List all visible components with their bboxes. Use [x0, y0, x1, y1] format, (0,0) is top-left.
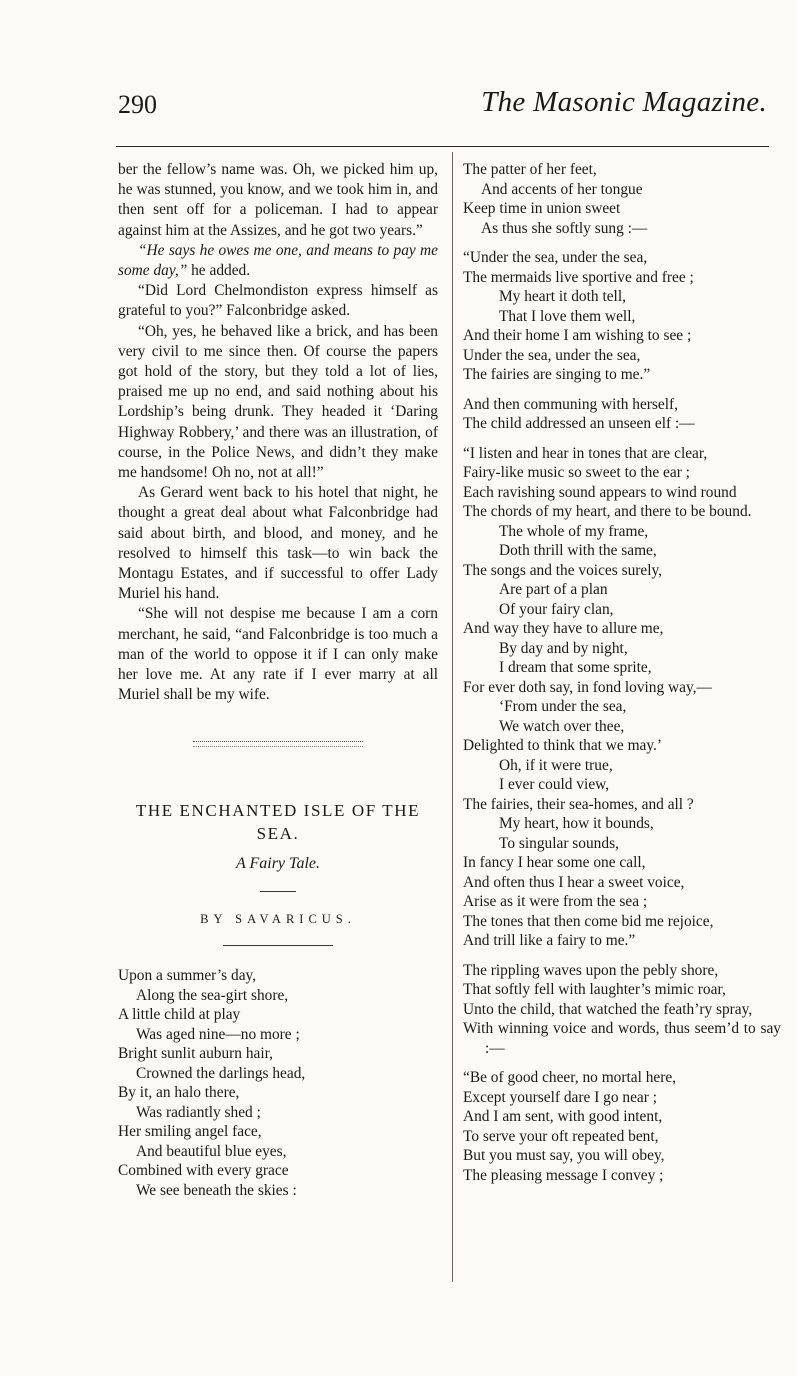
italic-quote: “He says he owes me one, and means to pay me some day,” — [118, 241, 438, 280]
verse-line: Each ravishing sound appears to wind round — [463, 483, 737, 501]
verse-line: Delighted to think that we may.’ — [463, 737, 663, 754]
verse-line: A little child at play — [118, 1006, 241, 1024]
verse-line: And I am sent, with good intent, — [463, 1108, 663, 1125]
verse-line: I dream that some sprite, — [499, 659, 652, 676]
stanza — [463, 248, 781, 385]
verse-line: Her smiling angel face, — [118, 1123, 262, 1141]
verse-line: The rippling waves upon the pebly shore, — [463, 961, 719, 979]
running-title: The Masonic Magazine. — [481, 86, 767, 118]
stanza — [463, 395, 781, 434]
verse-line: Was radiantly shed ; — [136, 1103, 261, 1121]
header-rule — [116, 146, 769, 147]
verse-line: The tones that then come bid me rejoice, — [463, 912, 714, 930]
verse-line: And way they have to allure me, — [463, 620, 664, 637]
verse-line: “I listen and hear in tones that are clear, — [463, 444, 708, 462]
column-divider — [452, 152, 453, 1282]
verse-line: Doth thrill with the same, — [499, 542, 657, 559]
story-prose — [118, 160, 438, 705]
prose-paragraph: ber the fellow’s name was. Oh, we picked him up, he was stunned, you know, and we took him in, and then sent off for a policeman. I had to appear against him at the Assizes, and he got two years.” — [118, 161, 438, 239]
verse-line: That softly fell with laughter’s mimic roar, — [463, 981, 726, 998]
verse-line: Arise as it were from the sea ; — [463, 893, 648, 910]
byline-rule — [223, 945, 333, 946]
verse-line: My heart it doth tell, — [499, 288, 626, 305]
verse-line: We see beneath the skies : — [136, 1181, 297, 1199]
section-ornament — [193, 741, 363, 747]
title-rule — [260, 891, 296, 892]
verse-line: And trill like a fairy to me.” — [463, 932, 636, 949]
verse-line: The fairies are singing to me.” — [463, 366, 651, 383]
poem-subtitle: A Fairy Tale. — [235, 855, 320, 873]
verse-line: “Be of good cheer, no mortal here, — [463, 1069, 677, 1086]
verse-line: Except yourself dare I go near ; — [463, 1088, 658, 1106]
stanza — [463, 1068, 781, 1185]
verse-line: And their home I am wishing to see ; — [463, 327, 692, 344]
poem-verse-right — [463, 160, 781, 1185]
verse-line: Of your fairy clan, — [499, 600, 614, 618]
verse-line: Combined with every grace — [118, 1162, 289, 1180]
left-column — [118, 160, 438, 1210]
verse-line: Keep time in union sweet — [463, 200, 621, 217]
verse-line: For ever doth say, in fond loving way,— — [463, 678, 712, 696]
poem-title: THE ENCHANTED ISLE OF THE SEA. — [135, 801, 421, 844]
verse-line: I ever could view, — [499, 776, 610, 793]
verse-line: “Under the sea, under the sea, — [463, 249, 648, 266]
verse-line: The pleasing message I convey ; — [463, 1166, 664, 1184]
verse-line: And often thus I hear a sweet voice, — [463, 873, 685, 891]
quote-tail: he added. — [187, 262, 251, 280]
poem-verse-left — [118, 966, 438, 1200]
verse-line: Unto the child, that watched the feath’ry spray, — [463, 1000, 753, 1018]
verse-line: My heart, how it bounds, — [499, 815, 654, 832]
prose-paragraph: “Did Lord Chelmondiston express himself as grateful to you?” Falconbridge asked. — [118, 282, 438, 320]
verse-line: Along the sea-girt shore, — [136, 986, 289, 1004]
verse-line: To serve your oft repeated bent, — [463, 1127, 659, 1145]
verse-line: And beautiful blue eyes, — [136, 1142, 287, 1160]
right-column — [463, 160, 781, 1195]
stanza — [463, 961, 781, 1059]
verse-line: The chords of my heart, and there to be bound. — [463, 503, 752, 520]
verse-line: As thus she softly sung :— — [481, 219, 648, 237]
verse-line: And then communing with herself, — [463, 395, 679, 413]
verse-line: ‘From under the sea, — [499, 698, 627, 715]
prose-paragraph: “Oh, yes, he behaved like a brick, and has been very civil to me since then. Of course the papers got hold of the story, but they told a lot of lies, praised me up no end, and said nothing about his Lordship’s being drunk. They headed it ‘Daring Highway Robbery,’ and there was an illustration, of course, in the Police News, and didn’t they make me handsome! Oh no, not at all!” — [118, 322, 438, 482]
verse-line: The patter of her feet, — [463, 161, 597, 178]
verse-line: The fairies, their sea-homes, and all ? — [463, 795, 694, 813]
verse-line: Bright sunlit auburn hair, — [118, 1045, 273, 1063]
verse-line: By it, an halo there, — [118, 1084, 240, 1102]
verse-line: But you must say, you will obey, — [463, 1147, 665, 1164]
verse-line: Fairy-like music so sweet to the ear ; — [463, 464, 690, 481]
verse-line: Upon a summer’s day, — [118, 967, 257, 985]
verse-line: That I love them well, — [499, 307, 636, 325]
page-header — [0, 0, 797, 140]
verse-line: In fancy I hear some one call, — [463, 854, 646, 871]
poem-byline: BY SAVARICUS. — [200, 912, 356, 927]
verse-line: The whole of my frame, — [499, 522, 649, 540]
stanza — [463, 160, 781, 238]
verse-line: To singular sounds, — [499, 834, 619, 852]
verse-line: With winning voice and words, thus seem’d to say :— — [463, 1020, 781, 1057]
verse-line: The mermaids live sportive and free ; — [463, 268, 694, 286]
verse-line: Are part of a plan — [499, 581, 608, 598]
stanza — [118, 966, 438, 1200]
prose-paragraph: “She will not despise me because I am a corn merchant, he said, “and Falconbridge is too much a man of the world to oppose it if I can only make her love me. At any rate if I ever marry at all Muriel shall be my wife. — [118, 605, 438, 704]
verse-line: Crowned the darlings head, — [136, 1064, 306, 1082]
verse-line: Oh, if it were true, — [499, 756, 613, 774]
prose-paragraph: As Gerard went back to his hotel that night, he thought a great deal about what Falconbridge had said about birth, and blood, and money, and he resolved to himself this task—to win back the Montagu Estates, and if successful to offer Lady Muriel his hand. — [118, 484, 438, 603]
stanza — [463, 444, 781, 951]
verse-line: The songs and the voices surely, — [463, 561, 663, 579]
verse-line: Under the sea, under the sea, — [463, 346, 641, 364]
verse-line: Was aged nine—no more ; — [136, 1025, 300, 1043]
verse-line: By day and by night, — [499, 639, 628, 657]
verse-line: The child addressed an unseen elf :— — [463, 415, 695, 432]
verse-line: And accents of her tongue — [481, 180, 643, 198]
verse-line: We watch over thee, — [499, 717, 625, 735]
page-number: 290 — [118, 90, 157, 119]
prose-paragraph — [118, 241, 438, 281]
